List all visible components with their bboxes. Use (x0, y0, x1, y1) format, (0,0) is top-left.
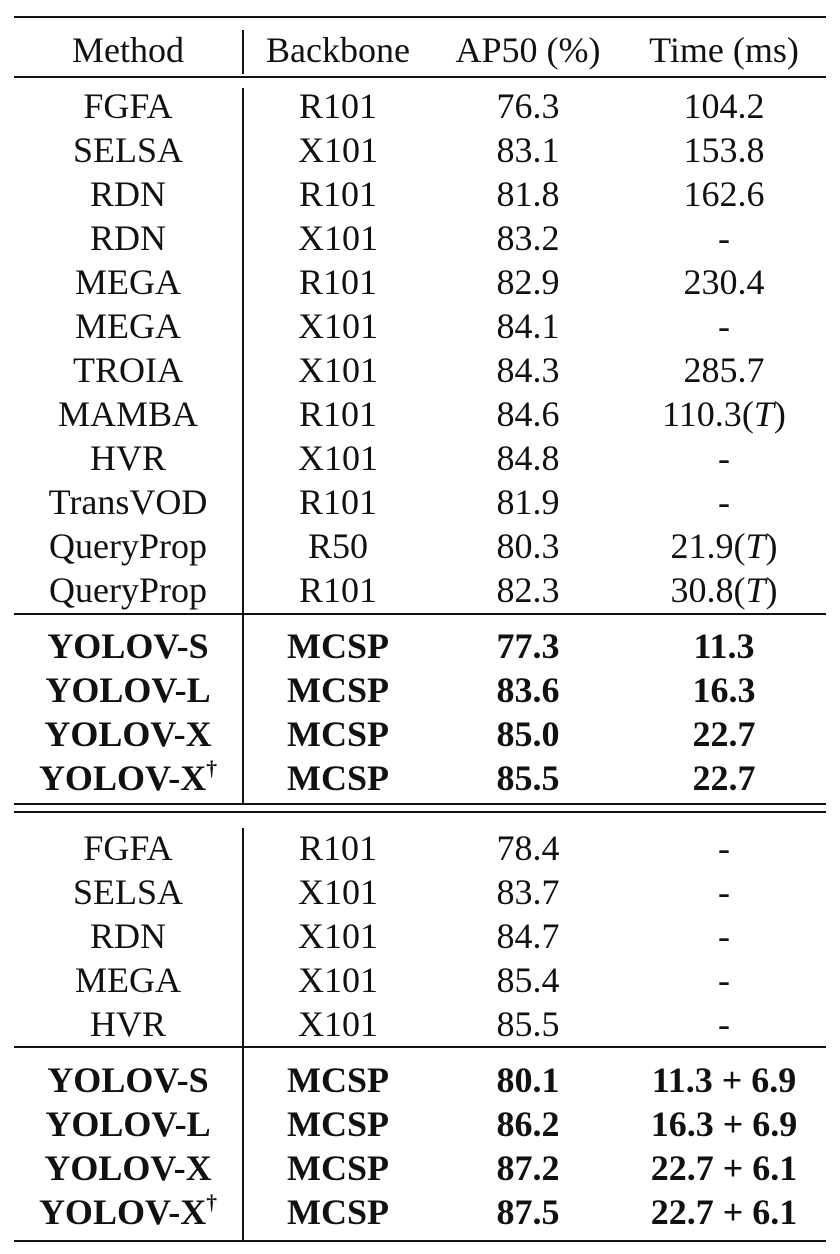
cell-method (14, 396, 242, 432)
method-name: YOLOV-X (38, 1192, 207, 1232)
cell-method (14, 572, 242, 608)
cell-time (622, 628, 826, 664)
table-row (14, 1058, 826, 1102)
cell-time (622, 396, 826, 432)
table-row (14, 128, 826, 172)
time-value: 11.3 + 6.9 (651, 1060, 797, 1100)
table-row (14, 1190, 826, 1234)
method-name: YOLOV-X (38, 758, 207, 798)
cell-time (622, 88, 826, 124)
cell-backbone: R101 (298, 828, 377, 868)
table-row (14, 84, 826, 128)
cell-method (14, 830, 242, 866)
table-row (14, 1102, 826, 1146)
cell-ap50: 85.5 (496, 758, 560, 798)
cell-ap50: 81.9 (496, 482, 560, 522)
cell-time (622, 1194, 826, 1230)
time-value: - (718, 960, 730, 1000)
cell-method (14, 352, 242, 388)
header-rule (14, 76, 826, 78)
time-value: - (718, 438, 730, 478)
cell-backbone: MCSP (287, 670, 389, 710)
time-value: 104.2 (683, 86, 765, 126)
method-name: MEGA (75, 306, 181, 346)
cell-method (14, 962, 242, 998)
cell-ap50: 86.2 (496, 1104, 560, 1144)
cell-time (622, 484, 826, 520)
method-name: RDN (89, 916, 166, 956)
paren-close: ) (765, 570, 778, 610)
cell-method (14, 628, 242, 664)
section-rule-3 (14, 1046, 826, 1048)
method-name: TransVOD (48, 482, 208, 522)
time-suffix: T (753, 394, 774, 434)
cell-method (14, 1062, 242, 1098)
cell-method (14, 672, 242, 708)
cell-backbone: X101 (298, 130, 378, 170)
cell-time (622, 264, 826, 300)
table-row (14, 260, 826, 304)
cell-backbone: X101 (298, 438, 378, 478)
method-name: MAMBA (57, 394, 199, 434)
method-name: HVR (89, 438, 166, 478)
cell-backbone: X101 (298, 350, 378, 390)
dagger-mark: † (206, 755, 218, 780)
cell-backbone: MCSP (287, 714, 389, 754)
table-row (14, 712, 826, 756)
cell-time (622, 760, 826, 796)
paren-open: ( (733, 526, 746, 566)
header-method: Method (72, 30, 184, 70)
table-row (14, 392, 826, 436)
cell-time (622, 1062, 826, 1098)
method-name: YOLOV-X (44, 1148, 212, 1188)
cell-time (622, 672, 826, 708)
cell-method (14, 220, 242, 256)
time-suffix: T (745, 570, 766, 610)
cell-backbone: R101 (298, 174, 377, 214)
cell-method (14, 484, 242, 520)
cell-method (14, 176, 242, 212)
time-value: 16.3 (692, 670, 756, 710)
cell-ap50: 87.5 (496, 1192, 560, 1232)
time-value: - (718, 306, 730, 346)
method-name: QueryProp (49, 526, 207, 566)
cell-method (14, 440, 242, 476)
section-rule-1 (14, 613, 826, 615)
cell-ap50: 77.3 (496, 626, 560, 666)
cell-method (14, 528, 242, 564)
cell-method (14, 264, 242, 300)
paren-close: ) (773, 394, 786, 434)
method-name: SELSA (72, 872, 184, 912)
paren-close: ) (765, 526, 778, 566)
time-value: - (718, 482, 730, 522)
time-value: - (718, 916, 730, 956)
method-name: RDN (89, 174, 166, 214)
cell-ap50: 82.3 (496, 570, 560, 610)
time-value: - (718, 218, 730, 258)
header-backbone: Backbone (266, 30, 410, 70)
cell-method (14, 308, 242, 344)
time-value: 11.3 (693, 626, 755, 666)
cell-time (622, 528, 826, 564)
cell-ap50: 83.7 (496, 872, 560, 912)
cell-backbone: R101 (298, 262, 377, 302)
time-suffix: T (745, 526, 766, 566)
cell-ap50: 80.3 (496, 526, 560, 566)
cell-time (622, 962, 826, 998)
method-name: MEGA (75, 262, 181, 302)
cell-backbone: MCSP (287, 1148, 389, 1188)
cell-ap50: 83.6 (496, 670, 560, 710)
table-row (14, 348, 826, 392)
method-name: YOLOV-S (47, 626, 209, 666)
time-value: - (718, 828, 730, 868)
cell-time (622, 352, 826, 388)
cell-ap50: 82.9 (496, 262, 560, 302)
cell-ap50: 84.7 (496, 916, 560, 956)
table-row (14, 216, 826, 260)
cell-time (622, 716, 826, 752)
time-value: 110.3 (662, 394, 742, 434)
table-row (14, 624, 826, 668)
cell-backbone: X101 (298, 306, 378, 346)
cell-time (622, 308, 826, 344)
cell-method (14, 874, 242, 910)
method-name: FGFA (83, 86, 173, 126)
table-row (14, 524, 826, 568)
cell-backbone: R50 (307, 526, 368, 566)
cell-method (14, 88, 242, 124)
paren-open: ( (741, 394, 754, 434)
cell-ap50: 81.8 (496, 174, 560, 214)
time-value: 230.4 (683, 262, 765, 302)
double-rule-bottom (14, 811, 826, 813)
header-time: Time (ms) (649, 30, 799, 70)
time-value: - (718, 1004, 730, 1044)
paren-open: ( (733, 570, 746, 610)
table-row (14, 958, 826, 1002)
cell-backbone: X101 (298, 872, 378, 912)
time-value: 30.8 (670, 570, 734, 610)
cell-method (14, 132, 242, 168)
time-value: 22.7 (692, 714, 756, 754)
time-value: 16.3 + 6.9 (650, 1104, 798, 1144)
cell-backbone: MCSP (287, 1104, 389, 1144)
time-value: 21.9 (670, 526, 734, 566)
cell-backbone: X101 (298, 218, 378, 258)
cell-ap50: 84.6 (496, 394, 560, 434)
time-value: 285.7 (683, 350, 765, 390)
cell-ap50: 80.1 (496, 1060, 560, 1100)
cell-backbone: MCSP (287, 1060, 389, 1100)
cell-backbone: X101 (298, 916, 378, 956)
time-value: 22.7 + 6.1 (650, 1192, 798, 1232)
time-value: 162.6 (683, 174, 765, 214)
cell-time (622, 874, 826, 910)
cell-backbone: R101 (298, 482, 377, 522)
method-name: YOLOV-X (44, 714, 212, 754)
table-row (14, 304, 826, 348)
cell-ap50: 84.1 (496, 306, 560, 346)
time-value: 22.7 (692, 758, 756, 798)
table-row (14, 1002, 826, 1046)
method-name: FGFA (83, 828, 173, 868)
cell-time (622, 132, 826, 168)
cell-backbone: MCSP (287, 1192, 389, 1232)
cell-ap50: 85.4 (496, 960, 560, 1000)
table-row (14, 568, 826, 612)
method-name: TROIA (73, 350, 183, 390)
cell-ap50: 87.2 (496, 1148, 560, 1188)
table-row (14, 480, 826, 524)
cell-method (14, 1189, 242, 1232)
header-ap50: AP50 (%) (455, 30, 601, 70)
cell-time (622, 440, 826, 476)
table-row (14, 436, 826, 480)
cell-backbone: R101 (298, 86, 377, 126)
cell-method (14, 1106, 242, 1142)
cell-method (14, 918, 242, 954)
cell-time (622, 176, 826, 212)
cell-time (622, 830, 826, 866)
table-row (14, 172, 826, 216)
table-row (14, 756, 826, 800)
table-row (14, 1146, 826, 1190)
cell-method (14, 1006, 242, 1042)
method-name: YOLOV-L (45, 1104, 211, 1144)
cell-ap50: 85.5 (496, 1004, 560, 1044)
cell-time (622, 1150, 826, 1186)
cell-backbone: R101 (298, 570, 377, 610)
method-name: SELSA (72, 130, 184, 170)
cell-time (622, 1106, 826, 1142)
method-name: MEGA (75, 960, 181, 1000)
method-name: YOLOV-L (45, 670, 211, 710)
table-header (14, 28, 826, 72)
cell-time (622, 572, 826, 608)
cell-method (14, 716, 242, 752)
cell-backbone: MCSP (287, 758, 389, 798)
cell-time (622, 1006, 826, 1042)
cell-ap50: 83.1 (496, 130, 560, 170)
time-value: 22.7 + 6.1 (650, 1148, 798, 1188)
table-row (14, 826, 826, 870)
cell-method (14, 755, 242, 798)
table-row (14, 870, 826, 914)
method-name: YOLOV-S (47, 1060, 209, 1100)
cell-time (622, 918, 826, 954)
method-name: HVR (89, 1004, 166, 1044)
table-row (14, 668, 826, 712)
cell-backbone: R101 (298, 394, 377, 434)
cell-time (622, 220, 826, 256)
cell-ap50: 78.4 (496, 828, 560, 868)
cell-ap50: 84.3 (496, 350, 560, 390)
cell-ap50: 85.0 (496, 714, 560, 754)
method-name: RDN (89, 218, 166, 258)
bottom-rule (14, 1240, 826, 1242)
method-name: QueryProp (49, 570, 207, 610)
table-row (14, 914, 826, 958)
cell-backbone: MCSP (287, 626, 389, 666)
top-rule (14, 16, 826, 18)
cell-ap50: 83.2 (496, 218, 560, 258)
cell-backbone: X101 (298, 1004, 378, 1044)
cell-ap50: 84.8 (496, 438, 560, 478)
time-value: 153.8 (683, 130, 765, 170)
double-rule-top (14, 803, 826, 805)
time-value: - (718, 872, 730, 912)
cell-method (14, 1150, 242, 1186)
dagger-mark: † (206, 1189, 218, 1214)
cell-backbone: X101 (298, 960, 378, 1000)
cell-ap50: 76.3 (496, 86, 560, 126)
